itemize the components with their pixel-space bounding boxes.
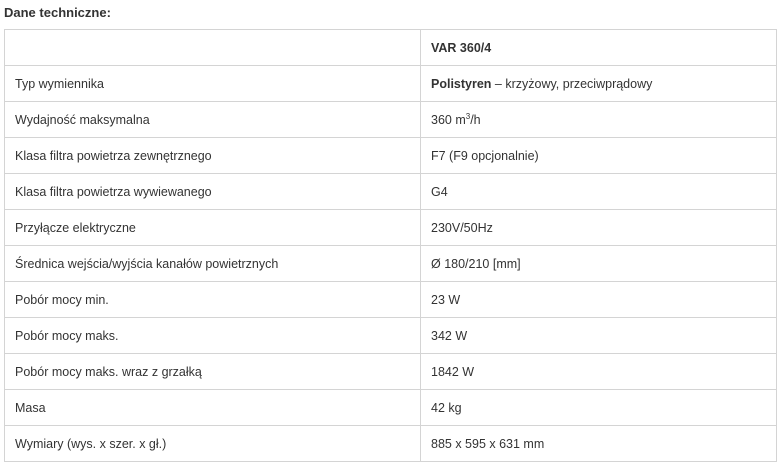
row-value: 342 W xyxy=(421,318,777,354)
row-value: 42 kg xyxy=(421,390,777,426)
table-row xyxy=(5,102,777,138)
table-header-row xyxy=(5,30,777,66)
table-row xyxy=(5,174,777,210)
row-label: Średnica wejścia/wyjścia kanałów powietrznych xyxy=(5,246,421,282)
row-value-bold: Polistyren xyxy=(431,76,492,91)
table-row xyxy=(5,354,777,390)
header-label-cell xyxy=(5,30,421,66)
row-label: Wydajność maksymalna xyxy=(5,102,421,138)
row-label: Masa xyxy=(5,390,421,426)
row-value: F7 (F9 opcjonalnie) xyxy=(421,138,777,174)
row-value: 1842 W xyxy=(421,354,777,390)
table-row xyxy=(5,282,777,318)
row-value xyxy=(421,66,777,102)
row-value-main: 360 m xyxy=(431,112,466,127)
row-label: Pobór mocy min. xyxy=(5,282,421,318)
row-value-superscript: 3 xyxy=(465,111,471,121)
row-value: Ø 180/210 [mm] xyxy=(421,246,777,282)
table-row xyxy=(5,426,777,462)
row-value: G4 xyxy=(421,174,777,210)
table-row xyxy=(5,246,777,282)
section-heading: Dane techniczne: xyxy=(4,5,111,20)
row-label: Pobór mocy maks. wraz z grzałką xyxy=(5,354,421,390)
table-row xyxy=(5,390,777,426)
header-model-cell: VAR 360/4 xyxy=(421,30,777,66)
table-row xyxy=(5,210,777,246)
row-label: Typ wymiennika xyxy=(5,66,421,102)
row-value: 230V/50Hz xyxy=(421,210,777,246)
row-label: Przyłącze elektryczne xyxy=(5,210,421,246)
row-value: 885 x 595 x 631 mm xyxy=(421,426,777,462)
table-row xyxy=(5,138,777,174)
row-label: Klasa filtra powietrza wywiewanego xyxy=(5,174,421,210)
row-value: 23 W xyxy=(421,282,777,318)
row-label: Wymiary (wys. x szer. x gł.) xyxy=(5,426,421,462)
row-value-suffix: /h xyxy=(470,112,481,127)
row-value xyxy=(421,102,777,138)
table-row xyxy=(5,318,777,354)
row-value-rest: – krzyżowy, przeciwprądowy xyxy=(491,76,653,91)
table-row xyxy=(5,66,777,102)
row-label: Klasa filtra powietrza zewnętrznego xyxy=(5,138,421,174)
row-label: Pobór mocy maks. xyxy=(5,318,421,354)
specs-table xyxy=(4,29,777,462)
